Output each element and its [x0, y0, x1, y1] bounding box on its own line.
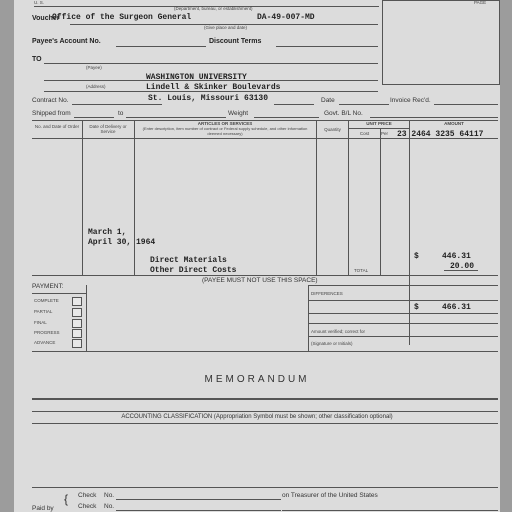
payment-option-final: FINAL: [34, 320, 47, 325]
total-amount: 466.31: [442, 303, 471, 312]
discount-label: Discount Terms: [209, 38, 262, 45]
payment-checkbox-advance[interactable]: [72, 339, 82, 348]
total-currency-symbol: $: [414, 303, 419, 312]
memorandum-heading: MEMORANDUM: [204, 374, 310, 385]
payment-checkbox-complete[interactable]: [72, 297, 82, 306]
payee-street: Lindell & Skinker Boulevards: [146, 83, 281, 92]
payment-checkbox-partial[interactable]: [72, 308, 82, 317]
gov-bl-label: Govt. B/L No.: [324, 110, 363, 117]
period-line2: April 30, 1964: [88, 238, 156, 247]
top-left-label: U. S.: [34, 0, 45, 5]
address-caption: (Address): [86, 84, 106, 89]
payee-notice: (PAYEE MUST NOT USE THIS SPACE): [202, 277, 318, 284]
col-articles-title: ARTICLES OR SERVICES: [197, 121, 253, 126]
typed-reference-number: 23 2464 3235 64117: [397, 130, 484, 139]
payee-name: WASHINGTON UNIVERSITY: [146, 73, 247, 82]
item-2-amount: 20.00: [450, 262, 475, 271]
check-no-label-1: No.: [104, 492, 115, 499]
item-1-amount: 446.31: [442, 252, 471, 261]
col-quantity: Quantity: [324, 127, 341, 132]
page-label: PAGE: [474, 0, 487, 5]
col-number-date: No. and Date of Order: [34, 124, 80, 129]
invoice-received-label: Invoice Rec'd.: [390, 97, 431, 104]
to-label: TO: [32, 56, 42, 63]
col-cost: Cost: [359, 131, 370, 136]
payment-checkbox-final[interactable]: [72, 319, 82, 328]
voucher-label: Voucher: [32, 15, 60, 22]
payment-option-complete: COMPLETE: [34, 298, 59, 303]
weight-label: Weight: [228, 110, 249, 117]
currency-symbol: $: [414, 252, 419, 261]
check-no-label-2: No.: [104, 503, 115, 510]
contract-label: Contract No.: [32, 97, 69, 104]
treasurer-label: on Treasurer of the United States: [282, 492, 378, 499]
col-date-delivery: Date of Delivery or Service: [89, 124, 127, 134]
col-per: Per: [381, 131, 389, 136]
payee-caption: (Payee): [86, 65, 102, 70]
payment-option-advance: ADVANCE: [34, 340, 56, 345]
shipped-to-label: to: [118, 110, 124, 117]
place-caption: (Give place and date): [204, 25, 248, 30]
payee-city: St. Louis, Missouri 63130: [148, 94, 269, 103]
item-2-label: Other Direct Costs: [150, 266, 237, 275]
payment-option-progress: PROGRESS: [34, 330, 60, 335]
signature-label: (Signature or Initials): [311, 341, 353, 346]
col-unit-price: UNIT PRICE: [366, 121, 392, 126]
period-line1: March 1,: [88, 228, 127, 237]
col-articles-sub: (Enter description, item number of contract or Federal supply schedule, and other information deemed necessary): [142, 126, 308, 136]
differences-label: DIFFERENCES: [311, 291, 343, 296]
dept-typed: Office of the Surgeon General: [52, 13, 192, 22]
contract-typed: DA-49-007-MD: [257, 13, 315, 22]
col-amount: AMOUNT: [444, 121, 464, 126]
payment-checkbox-progress[interactable]: [72, 329, 82, 338]
date-label: Date: [321, 97, 335, 104]
total-label: TOTAL: [354, 268, 369, 273]
check-label-2: Check: [78, 503, 97, 510]
shipped-from-label: Shipped from: [32, 110, 71, 117]
voucher-sheet: [14, 0, 500, 512]
payee-account-label: Payee's Account No.: [32, 38, 101, 45]
dept-caption: (Department, bureau, or establishment): [174, 6, 253, 11]
bracket-glyph: {: [64, 492, 69, 506]
check-label-1: Check: [78, 492, 97, 499]
paid-by-label: Paid by: [32, 505, 54, 512]
page-number-box: [382, 0, 500, 85]
payment-option-partial: PARTIAL: [34, 309, 53, 314]
amount-verified-label: Amount verified; correct for: [311, 329, 366, 334]
accounting-classification: ACCOUNTING CLASSIFICATION (Appropriation Symbol must be shown; other classification optional): [121, 414, 393, 420]
payment-title: PAYMENT:: [32, 283, 64, 290]
item-1-label: Direct Materials: [150, 256, 227, 265]
